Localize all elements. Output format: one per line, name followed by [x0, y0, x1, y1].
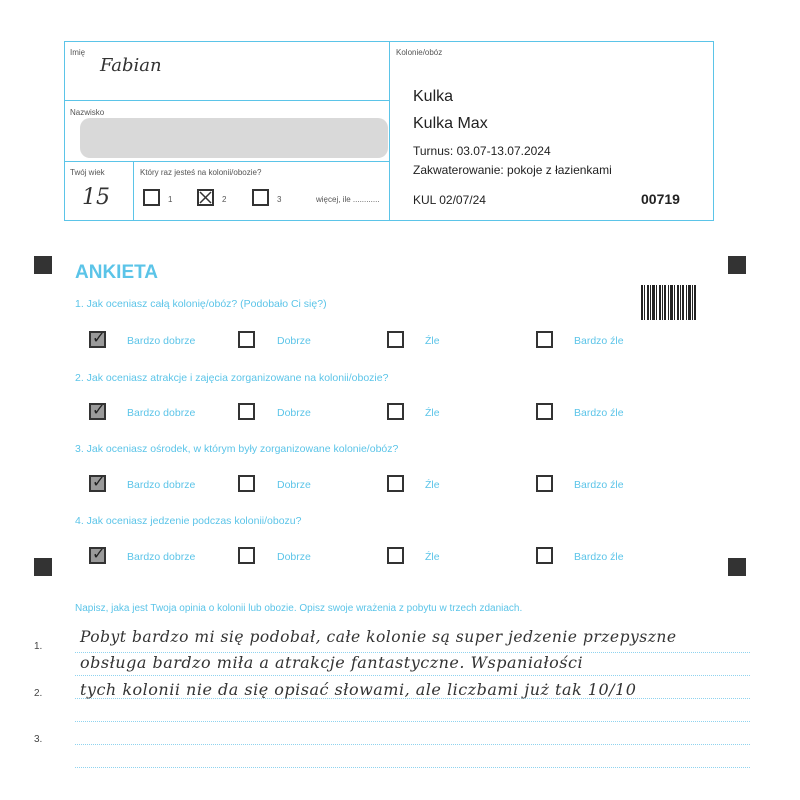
imie-label: Imię [70, 48, 86, 57]
q1-option-bardzo-zle-checkbox[interactable] [536, 331, 553, 348]
q2-option-bardzo-zle-checkbox[interactable] [536, 403, 553, 420]
handwritten-line-3: tych kolonii nie da się opisać słowami, ale liczbami już tak 10/10 [80, 680, 637, 699]
q3-option-bardzo-zle-checkbox[interactable] [536, 475, 553, 492]
ktory-raz-checkbox-3[interactable] [252, 189, 269, 206]
q4-option-zle-checkbox[interactable] [387, 547, 404, 564]
kolonie-label: Kolonie/obóz [396, 48, 443, 57]
answer-line-2 [75, 675, 750, 676]
handwritten-line-2: obsługa bardzo miła a atrakcje fantastyczne. Wspaniałości [80, 653, 584, 672]
barcode [641, 285, 696, 320]
zakwaterowanie: Zakwaterowanie: pokoje z łazienkami [413, 163, 612, 177]
answer-line-6 [75, 767, 750, 768]
question-2: 2. Jak oceniasz atrakcje i zajęcia zorganizowane na kolonii/obozie? [75, 372, 389, 384]
form-number: 00719 [641, 191, 680, 207]
ktory-raz-checkbox-2[interactable] [197, 189, 214, 206]
wiek-value: 15 [82, 185, 110, 210]
q2-option-zle-label: Źle [425, 407, 440, 419]
wiek-label: Twój wiek [70, 168, 105, 177]
q1-option-dobrze-checkbox[interactable] [238, 331, 255, 348]
q2-option-bardzo-dobrze-label: Bardzo dobrze [127, 407, 196, 419]
wiecej-label: więcej, ile ............ [316, 195, 380, 204]
imie-value: Fabian [100, 55, 162, 76]
opinion-prompt: Napisz, jaka jest Twoja opinia o kolonii lub obozie. Opisz swoje wrażenia z pobytu w trzech zdaniach. [75, 603, 523, 614]
q4-option-dobrze-label: Dobrze [277, 551, 311, 563]
camp-code: KUL 02/07/24 [413, 193, 486, 207]
q2-option-dobrze-label: Dobrze [277, 407, 311, 419]
ktory-raz-option-3: 3 [277, 195, 282, 204]
ktory-raz-checkbox-1[interactable] [143, 189, 160, 206]
answer-line-4 [75, 721, 750, 722]
q2-option-zle-checkbox[interactable] [387, 403, 404, 420]
q3-option-bardzo-dobrze-label: Bardzo dobrze [127, 479, 196, 491]
nazwisko-redaction [80, 118, 388, 158]
q1-option-zle-label: Źle [425, 335, 440, 347]
q4-option-bardzo-zle-checkbox[interactable] [536, 547, 553, 564]
q1-option-bardzo-dobrze-checkbox[interactable] [89, 331, 106, 348]
line-number-3: 3. [34, 734, 43, 745]
q4-option-bardzo-dobrze-checkbox[interactable] [89, 547, 106, 564]
line-number-2: 2. [34, 688, 43, 699]
q3-option-dobrze-label: Dobrze [277, 479, 311, 491]
line-number-1: 1. [34, 641, 43, 652]
question-4: 4. Jak oceniasz jedzenie podczas kolonii/obozu? [75, 515, 302, 527]
registration-mark-top-right [728, 256, 746, 274]
kolonie-name: Kulka [413, 88, 454, 105]
registration-mark-bottom-right [728, 558, 746, 576]
q4-option-bardzo-dobrze-label: Bardzo dobrze [127, 551, 196, 563]
q1-option-dobrze-label: Dobrze [277, 335, 311, 347]
imie-divider [64, 100, 389, 101]
answer-line-5 [75, 744, 750, 745]
survey-title: ANKIETA [75, 262, 159, 283]
handwritten-line-1: Pobyt bardzo mi się podobał, całe kolonie są super jedzenie przepyszne [80, 628, 677, 646]
q3-option-dobrze-checkbox[interactable] [238, 475, 255, 492]
q3-option-bardzo-zle-label: Bardzo źle [574, 479, 624, 491]
q3-option-bardzo-dobrze-checkbox[interactable] [89, 475, 106, 492]
wiek-divider [133, 161, 134, 221]
q4-option-dobrze-checkbox[interactable] [238, 547, 255, 564]
question-3: 3. Jak oceniasz ośrodek, w którym były zorganizowane kolonie/obóz? [75, 443, 399, 455]
question-1: 1. Jak oceniasz całą kolonię/obóz? (Podobało Ci się?) [75, 298, 327, 310]
turnus: Turnus: 03.07-13.07.2024 [413, 144, 551, 158]
q4-option-bardzo-zle-label: Bardzo źle [574, 551, 624, 563]
q1-option-bardzo-zle-label: Bardzo źle [574, 335, 624, 347]
nazwisko-divider [64, 161, 389, 162]
q1-option-bardzo-dobrze-label: Bardzo dobrze [127, 335, 196, 347]
cross-mark-icon [199, 191, 212, 204]
kolonie-sub: Kulka Max [413, 115, 488, 132]
q3-option-zle-checkbox[interactable] [387, 475, 404, 492]
ktory-raz-option-2: 2 [222, 195, 227, 204]
nazwisko-label: Nazwisko [70, 108, 105, 117]
q4-option-zle-label: Źle [425, 551, 440, 563]
barcode-icon [641, 285, 696, 320]
q1-option-zle-checkbox[interactable] [387, 331, 404, 348]
registration-mark-bottom-left [34, 558, 52, 576]
q2-option-dobrze-checkbox[interactable] [238, 403, 255, 420]
q2-option-bardzo-dobrze-checkbox[interactable] [89, 403, 106, 420]
q2-option-bardzo-zle-label: Bardzo źle [574, 407, 624, 419]
header-vertical-divider [389, 41, 390, 221]
ktory-raz-label: Który raz jesteś na kolonii/obozie? [140, 168, 262, 177]
ktory-raz-option-1: 1 [168, 195, 173, 204]
q3-option-zle-label: Źle [425, 479, 440, 491]
registration-mark-top-left [34, 256, 52, 274]
